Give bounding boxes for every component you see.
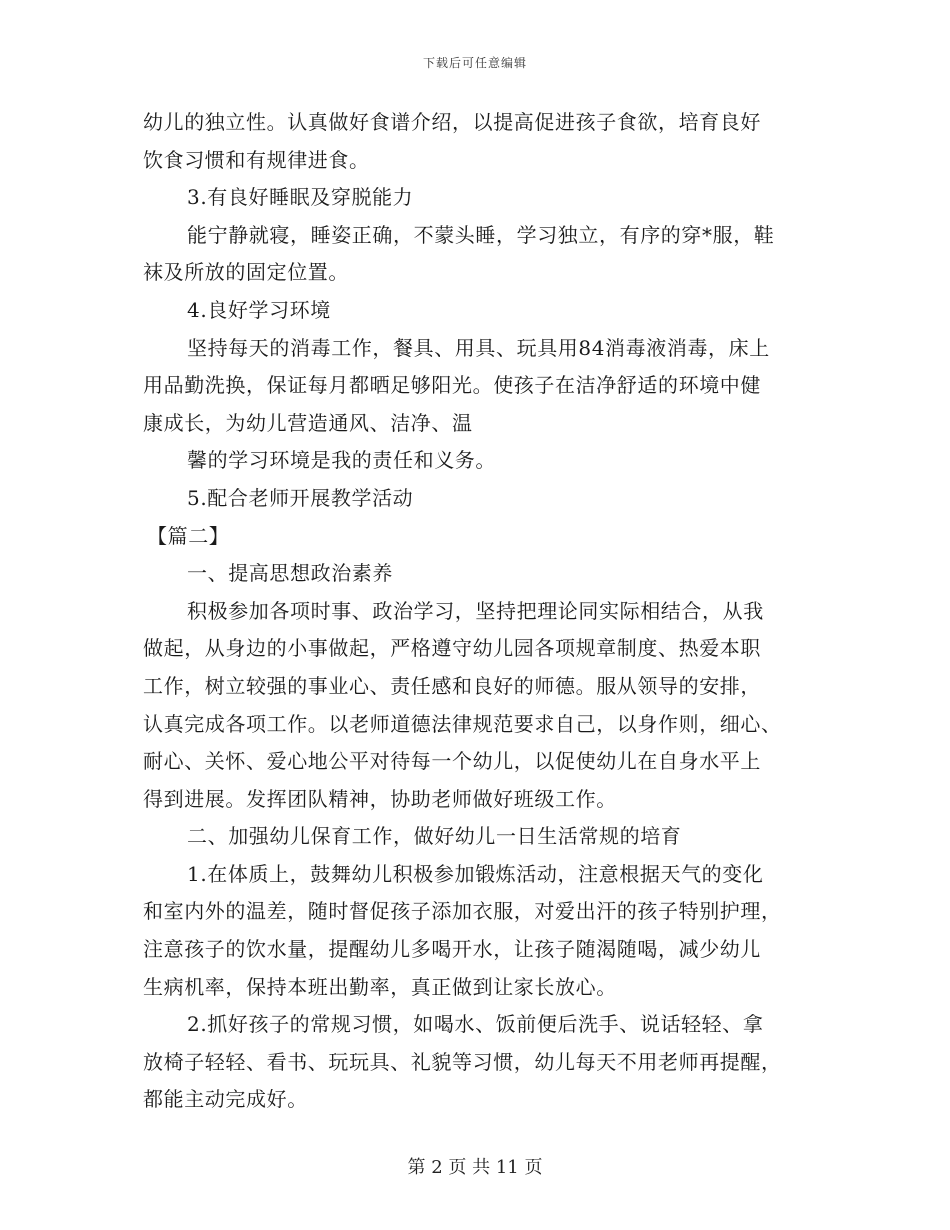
text-line: 能宁静就寝，睡姿正确，不蒙头睡，学习独立，有序的穿*服，鞋 — [187, 222, 775, 247]
text-line: 5.配合老师开展教学活动 — [187, 485, 414, 510]
text-line: 做起，从身边的小事做起，严格遵守幼儿园各项规章制度、热爱本职 — [143, 636, 761, 661]
page-footer: 第 2 页 共 11 页 — [407, 1157, 543, 1178]
text-line: 工作，树立较强的事业心、责任感和良好的师德。服从领导的安排， — [143, 673, 761, 698]
text-line: 用品勤洗换，保证每月都晒足够阳光。使孩子在洁净舒适的环境中健 — [143, 373, 761, 398]
text-line: 生病机率，保持本班出勤率，真正做到让家长放心。 — [143, 974, 617, 999]
text-line: 二、加强幼儿保育工作，做好幼儿一日生活常规的培育 — [187, 824, 682, 849]
text-line: 幼儿的独立性。认真做好食谱介绍，以提高促进孩子食欲，培育良好 — [143, 110, 761, 134]
section-heading: 【篇二】 — [147, 523, 230, 548]
text-line: 耐心、关怀、爱心地公平对待每一个幼儿，以促使幼儿在自身水平上 — [143, 749, 761, 774]
text-line: 都能主动完成好。 — [143, 1087, 308, 1112]
page-header: 下载后可任意编辑 — [422, 56, 527, 70]
document-body — [143, 104, 808, 1119]
text-line: 得到进展。发挥团队精神，协助老师做好班级工作。 — [143, 786, 617, 811]
text-line: 4.良好学习环境 — [187, 297, 331, 322]
text-line: 注意孩子的饮水量，提醒幼儿多喝开水，让孩子随渴随喝，减少幼儿 — [143, 937, 761, 962]
text-line: 3.有良好睡眠及穿脱能力 — [187, 185, 414, 210]
text-line: 积极参加各项时事、政治学习，坚持把理论同实际相结合，从我 — [187, 598, 764, 623]
text-line: 认真完成各项工作。以老师道德法律规范要求自己，以身作则，细心、 — [143, 711, 782, 736]
text-line: 馨的学习环境是我的责任和义务。 — [187, 448, 496, 473]
text-line: 袜及所放的固定位置。 — [143, 260, 349, 285]
text-line: 和室内外的温差，随时督促孩子添加衣服，对爱出汗的孩子特别护理， — [143, 899, 782, 924]
text-line: 一、提高思想政治素养 — [187, 561, 393, 586]
text-line: 坚持每天的消毒工作，餐具、用具、玩具用84消毒液消毒，床上 — [187, 335, 770, 360]
text-line: 2.抓好孩子的常规习惯，如喝水、饭前便后洗手、说话轻轻、拿 — [187, 1012, 764, 1037]
text-line: 饮食习惯和有规律进食。 — [143, 147, 370, 172]
text-line: 1.在体质上，鼓舞幼儿积极参加锻炼活动，注意根据天气的变化 — [187, 861, 764, 886]
text-line: 放椅子轻轻、看书、玩玩具、礼貌等习惯，幼儿每天不用老师再提醒， — [143, 1049, 782, 1074]
text-line: 康成长，为幼儿营造通风、洁净、温 — [143, 410, 473, 435]
